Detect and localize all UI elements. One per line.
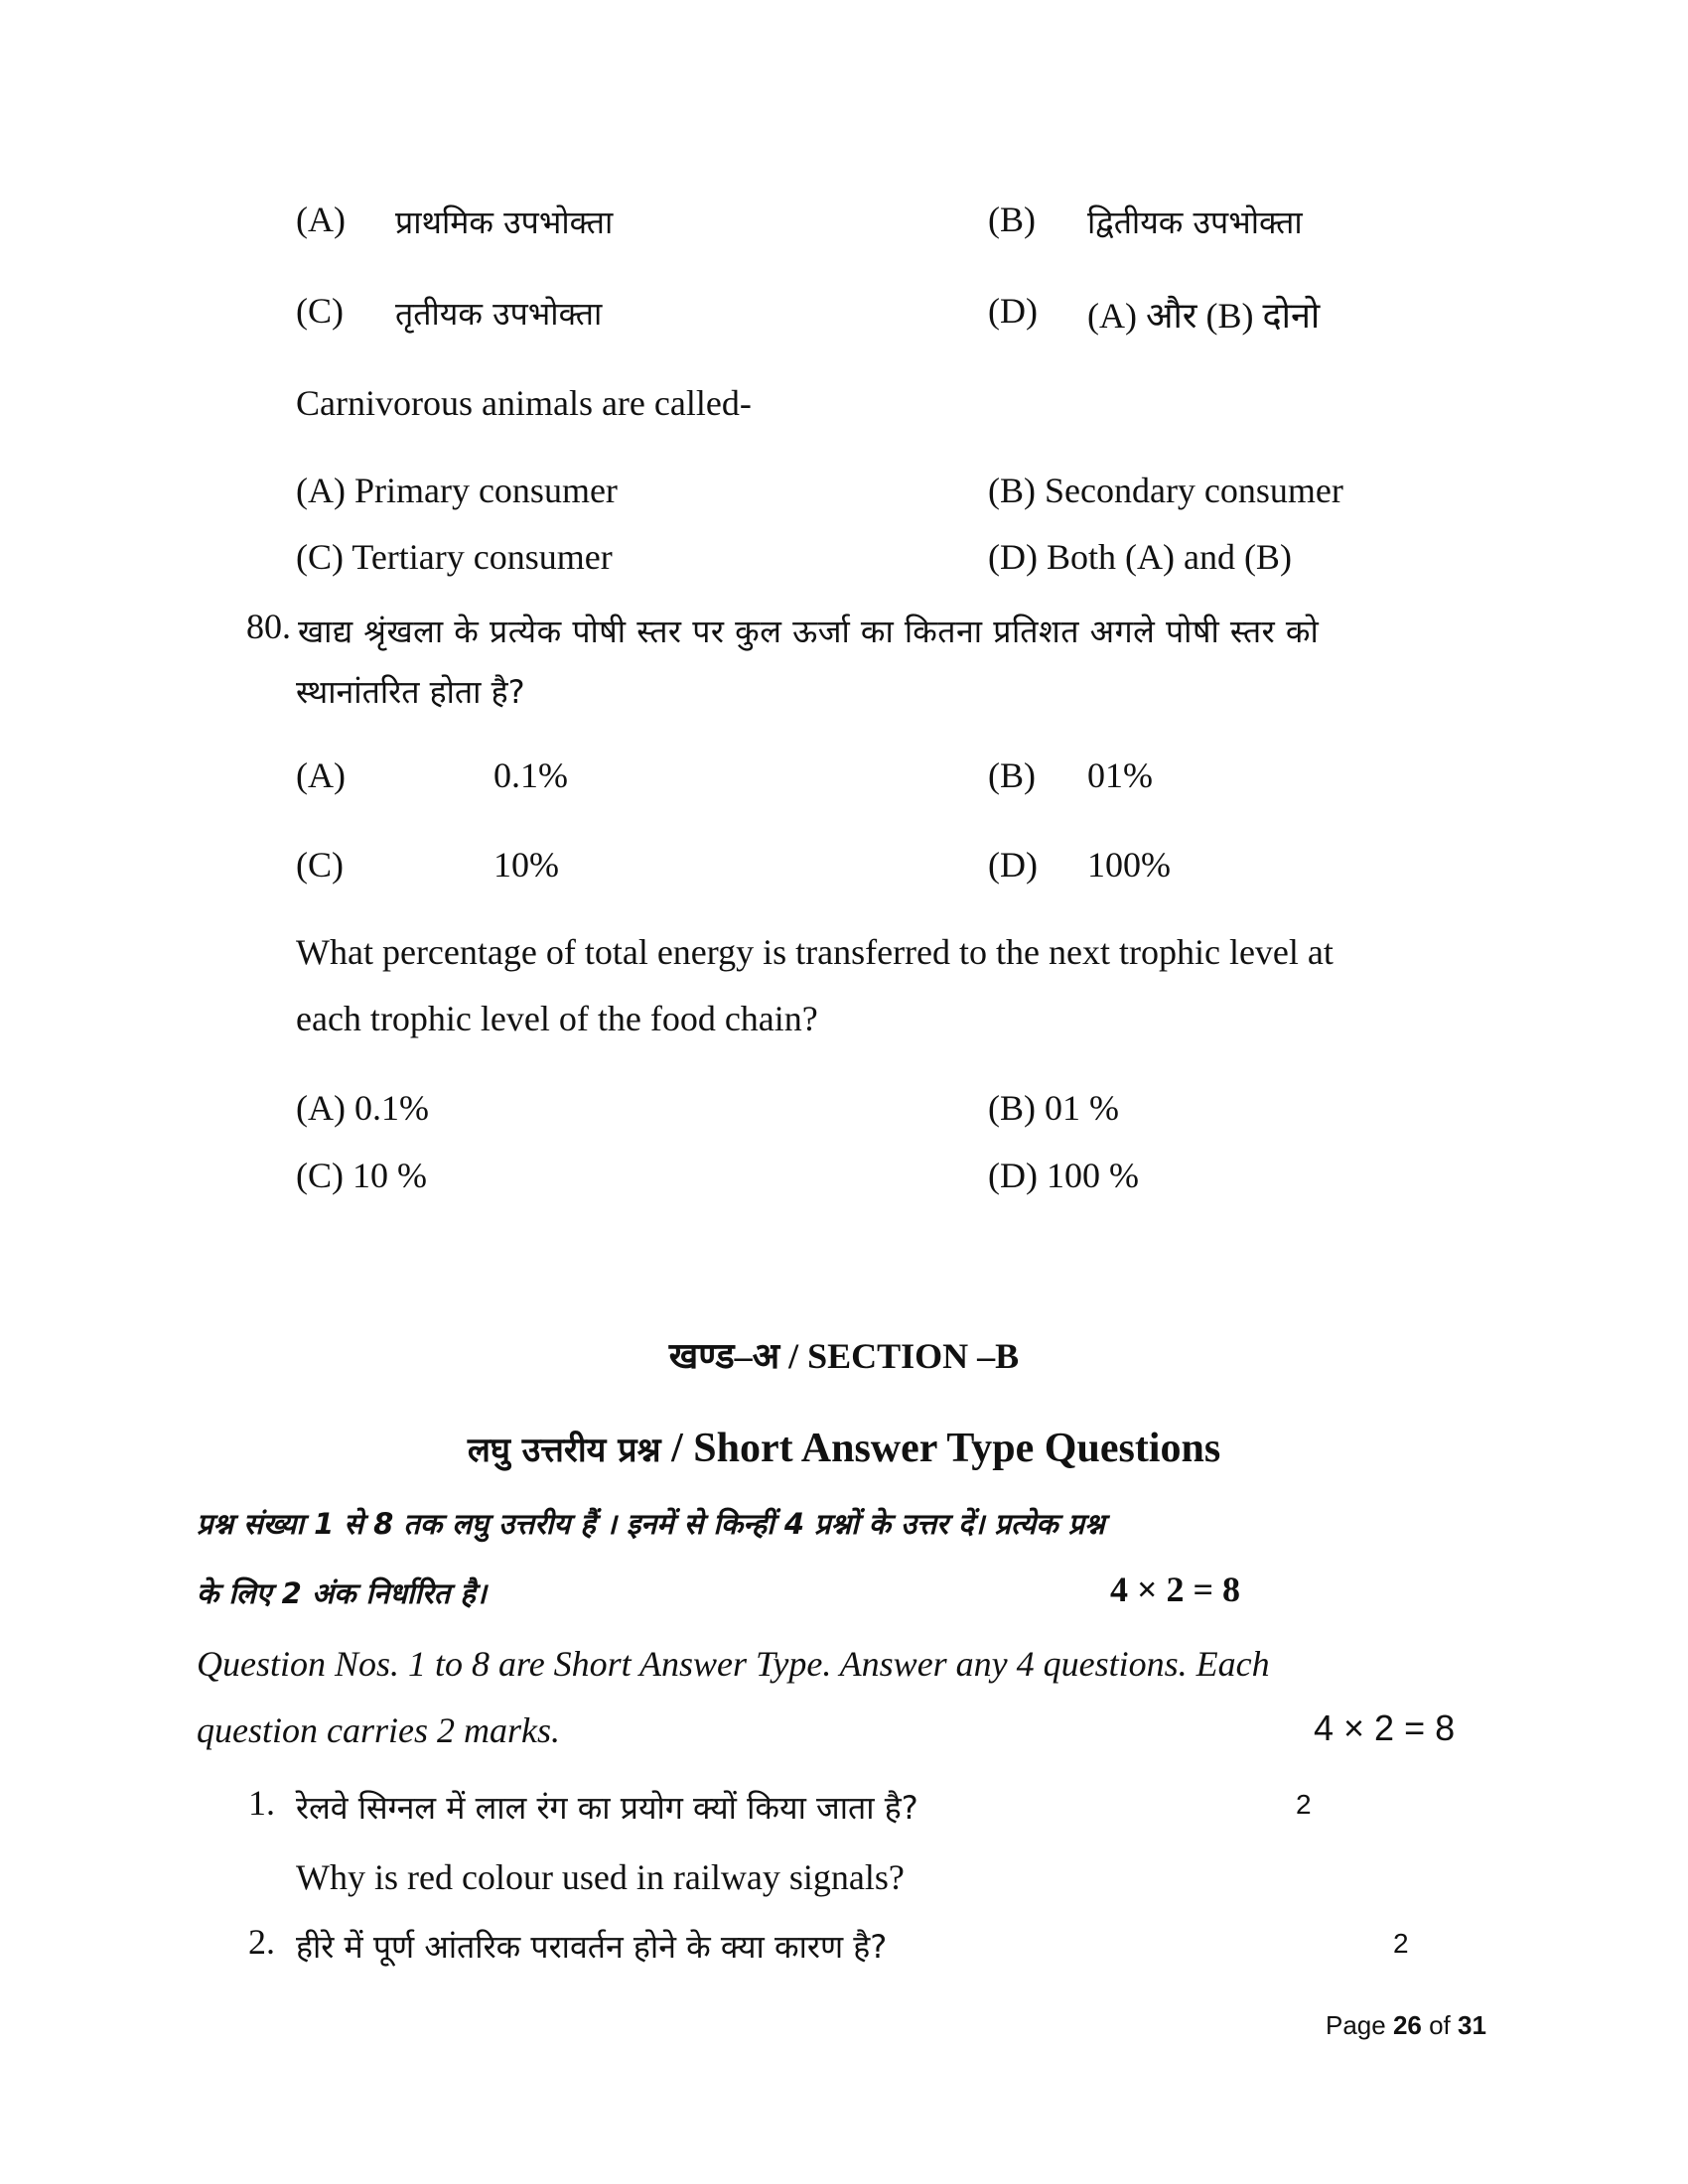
option-c-label: (C)	[296, 291, 344, 331]
page-prefix: Page	[1326, 2010, 1393, 2040]
option-a-label: (A)	[296, 200, 346, 239]
question-hindi-line1: खाद्य श्रृंखला के प्रत्येक पोषी स्तर पर कुल ऊर्जा का कितना प्रतिशत अगले पोषी स्तर को	[298, 613, 1320, 650]
option-c-label: (C)	[296, 845, 344, 885]
question-number: 80.	[246, 607, 291, 646]
option-c-text: तृतीयक उपभोक्ता	[395, 295, 603, 333]
option-a: (A) Primary consumer	[296, 471, 618, 510]
english-option-c: (C) 10 %	[296, 1156, 427, 1195]
page-current: 26	[1392, 2010, 1422, 2040]
option-b-label: (B)	[988, 755, 1036, 795]
option-c-text: 10%	[493, 845, 559, 885]
marks-formula-english: 4 × 2 = 8	[1314, 1707, 1456, 1748]
instruction-hindi-line2: के लिए 2 अंक निर्धारित है।	[197, 1576, 487, 1610]
subheading-english: Short Answer Type Questions	[693, 1426, 1221, 1471]
question-marks: 2	[1296, 1789, 1312, 1820]
question-english: Why is red colour used in railway signals?	[296, 1857, 905, 1897]
option-a-text: प्राथमिक उपभोक्ता	[395, 204, 614, 241]
section-heading: खण्ड–अ / SECTION –B	[668, 1336, 1020, 1376]
english-option-a: (A) 0.1%	[296, 1088, 429, 1128]
question-english-line2: each trophic level of the food chain?	[296, 999, 818, 1038]
question-hindi: रेलवे सिग्नल में लाल रंग का प्रयोग क्यों किया जाता है?	[296, 1789, 918, 1827]
subheading-hindi: लघु उत्तरीय प्रश्न	[467, 1431, 661, 1470]
question-english-line1: What percentage of total energy is transferred to the next trophic level at	[296, 932, 1334, 972]
option-b-label: (B)	[988, 200, 1036, 239]
option-b: (B) Secondary consumer	[988, 471, 1343, 510]
question-text: Carnivorous animals are called-	[296, 383, 752, 423]
option-d: (D) Both (A) and (B)	[988, 537, 1292, 577]
section-subheading	[0, 1425, 1688, 1472]
english-option-b: (B) 01 %	[988, 1088, 1119, 1128]
option-c: (C) Tertiary consumer	[296, 537, 613, 577]
question-number: 1.	[248, 1783, 275, 1823]
option-d-text: (A) और (B) दोनो	[1087, 296, 1321, 336]
instruction-english-line2: question carries 2 marks.	[197, 1710, 560, 1750]
question-hindi-line2: स्थानांतरित होता है?	[296, 673, 525, 711]
option-b-text: 01%	[1087, 755, 1153, 795]
page-of: of	[1421, 2010, 1459, 2040]
instruction-hindi-line1: प्रश्न संख्या 1 से 8 तक लघु उत्तरीय हैं । इनमें से किन्हीं 4 प्रश्नों के उत्तर दें। प्रत्येक प्रश्न	[197, 1507, 1105, 1541]
subheading-separator: /	[660, 1426, 694, 1471]
option-d-text: 100%	[1087, 845, 1171, 885]
marks-formula-hindi: 4 × 2 = 8	[1110, 1570, 1241, 1609]
option-d-label: (D)	[988, 845, 1038, 885]
question-hindi: हीरे में पूर्ण आंतरिक परावर्तन होने के क्या कारण है?	[296, 1928, 888, 1966]
instruction-english-line1: Question Nos. 1 to 8 are Short Answer Type. Answer any 4 questions. Each	[197, 1644, 1270, 1684]
question-number: 2.	[248, 1922, 275, 1962]
question-marks: 2	[1393, 1928, 1409, 1959]
page-total: 31	[1458, 2010, 1486, 2040]
option-a-text: 0.1%	[493, 755, 568, 795]
option-b-text: द्वितीयक उपभोक्ता	[1087, 204, 1303, 241]
option-a-label: (A)	[296, 755, 346, 795]
page-number	[1326, 2010, 1486, 2041]
option-d-label: (D)	[988, 291, 1038, 331]
english-option-d: (D) 100 %	[988, 1156, 1139, 1195]
